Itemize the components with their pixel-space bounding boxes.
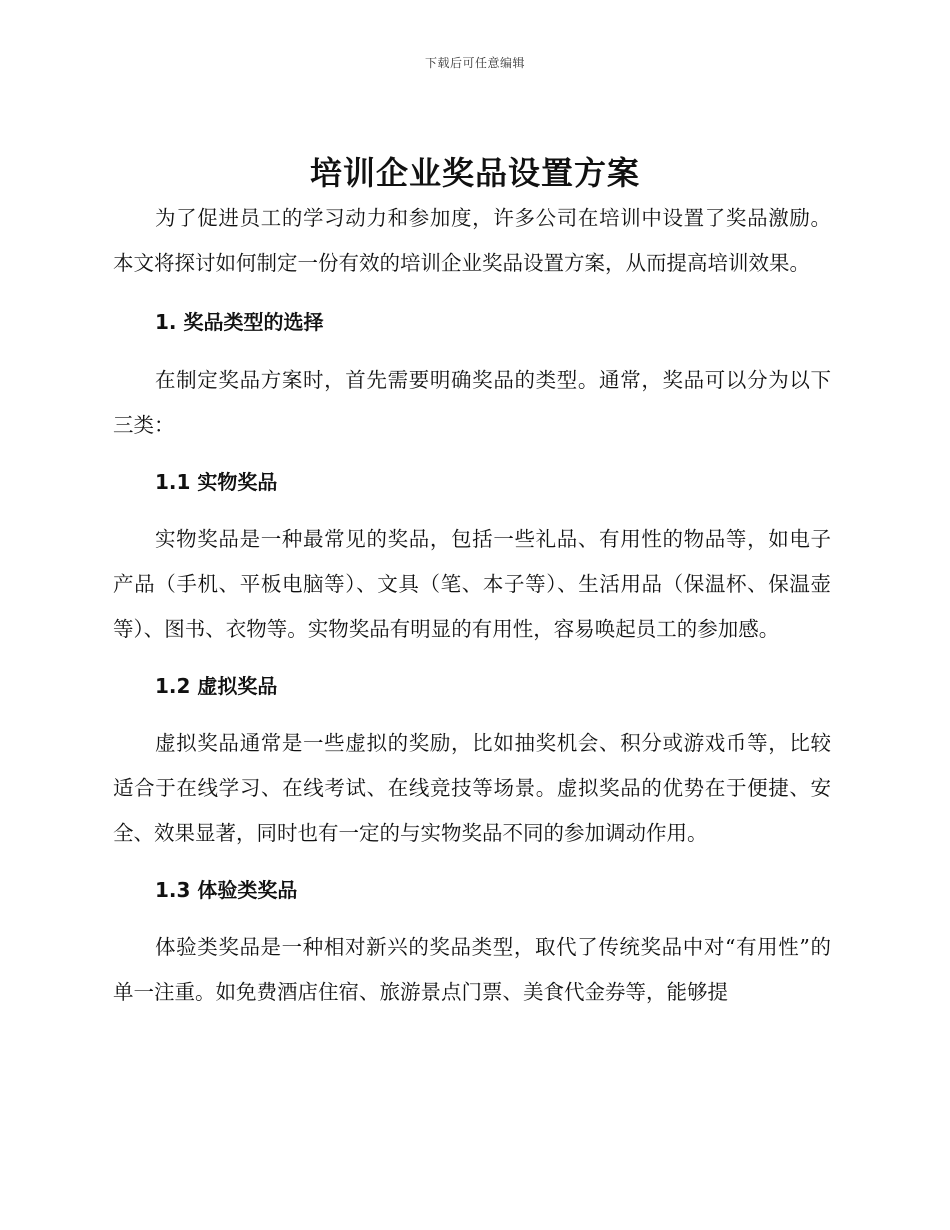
subsection-paragraph-experience: 体验类奖品是一种相对新兴的奖品类型，取代了传统奖品中对“有用性”的单一注重。如免费酒店住宿、旅游景点门票、美食代金券等，能够提: [113, 935, 831, 1004]
section-heading-prize-types: 1. 奖品类型的选择: [155, 310, 324, 334]
document-body: [113, 196, 831, 1015]
intro-paragraph: 为了促进员工的学习动力和参加度，许多公司在培训中设置了奖品激励。本文将探讨如何制定一份有效的培训企业奖品设置方案，从而提高培训效果。: [113, 206, 831, 275]
document-title: 培训企业奖品设置方案: [309, 154, 640, 192]
subsection-heading-virtual: 1.2 虚拟奖品: [155, 674, 278, 698]
subsection-heading-experience: 1.3 体验类奖品: [155, 878, 298, 902]
subsection-paragraph-virtual: 虚拟奖品通常是一些虚拟的奖励，比如抽奖机会、积分或游戏币等，比较适合于在线学习、在线考试、在线竞技等场景。虚拟奖品的优势在于便捷、安全、效果显著，同时也有一定的与实物奖品不同的参加调动作用。: [113, 731, 831, 845]
page-header-note: 下载后可任意编辑: [424, 56, 525, 70]
subsection-paragraph-physical: 实物奖品是一种最常见的奖品，包括一些礼品、有用性的物品等，如电子产品（手机、平板电脑等）、文具（笔、本子等）、生活用品（保温杯、保温壶等）、图书、衣物等。实物奖品有明显的有用性，容易唤起员工的参加感。: [113, 527, 831, 641]
subsection-heading-physical: 1.1 实物奖品: [155, 470, 278, 494]
section-paragraph-prize-types: 在制定奖品方案时，首先需要明确奖品的类型。通常，奖品可以分为以下三类：: [113, 368, 831, 437]
